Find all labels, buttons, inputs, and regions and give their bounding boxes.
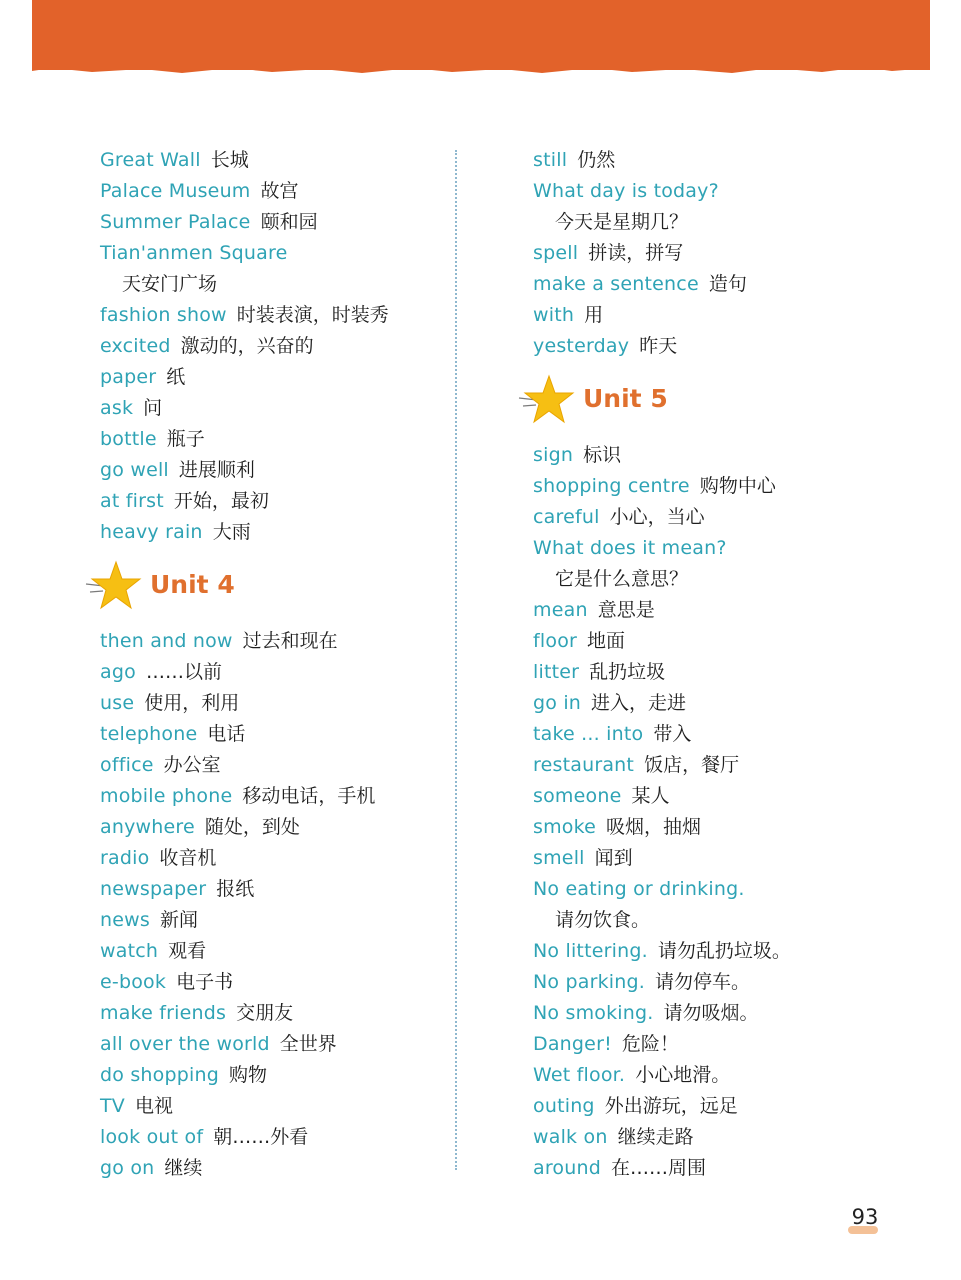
vocab-entry: [533, 238, 913, 269]
right-column: [533, 145, 913, 1184]
vocab-english: anywhere: [100, 816, 195, 838]
vocab-english: floor: [533, 630, 578, 652]
vocab-english: office: [100, 754, 154, 776]
vocab-entry: [533, 1122, 913, 1153]
vocab-english: mobile phone: [100, 785, 233, 807]
vocab-chinese: 继续: [164, 1157, 203, 1179]
vocab-english: fashion show: [100, 304, 227, 326]
vocab-english: telephone: [100, 723, 198, 745]
vocab-chinese: 饭店，餐厅: [644, 754, 740, 776]
vocab-chinese: 购物中心: [699, 475, 776, 497]
vocab-english: newspaper: [100, 878, 207, 900]
vocab-english: Palace Museum: [100, 180, 251, 202]
vocab-chinese: 电话: [207, 723, 246, 745]
vocab-english: ago: [100, 661, 136, 683]
vocab-entry: [533, 331, 913, 362]
vocab-english: smell: [533, 847, 585, 869]
vocab-chinese: 纸: [166, 366, 186, 388]
vocab-chinese: 在……周围: [611, 1157, 707, 1179]
vocab-entry: [533, 1153, 913, 1184]
vocab-chinese: 小心，当心: [609, 506, 705, 528]
vocab-chinese: 激动的，兴奋的: [180, 335, 314, 357]
vocab-entry: [100, 998, 440, 1029]
star-icon: [84, 558, 146, 618]
vocab-entry: [100, 750, 440, 781]
vocab-entry: [100, 424, 440, 455]
vocab-english: careful: [533, 506, 600, 528]
vocab-translation: 天安门广场: [122, 273, 218, 295]
vocab-chinese: 危险！: [621, 1033, 679, 1055]
vocab-entry: [533, 471, 913, 502]
vocab-chinese: 收音机: [159, 847, 217, 869]
vocab-english: No littering.: [533, 940, 648, 962]
vocab-english: make a sentence: [533, 273, 699, 295]
vocab-english: shopping centre: [533, 475, 690, 497]
vocab-chinese: 某人: [631, 785, 670, 807]
vocab-english: heavy rain: [100, 521, 203, 543]
vocab-english: Danger!: [533, 1033, 612, 1055]
vocab-english: someone: [533, 785, 622, 807]
vocab-english: paper: [100, 366, 157, 388]
vocab-chinese: 闻到: [594, 847, 633, 869]
vocab-chinese: 使用，利用: [144, 692, 240, 714]
vocab-chinese: 请勿停车。: [655, 971, 751, 993]
vocab-chinese: 观看: [168, 940, 207, 962]
vocab-english: Tian'anmen Square: [100, 242, 288, 264]
vocab-english: still: [533, 149, 568, 171]
vocab-chinese: 乱扔垃圾: [589, 661, 666, 683]
vocab-english: smoke: [533, 816, 597, 838]
vocab-entry: [533, 657, 913, 688]
vocab-entry: [533, 719, 913, 750]
vocab-entry: [100, 455, 440, 486]
vocab-entry: [533, 269, 913, 300]
vocab-entry: [100, 486, 440, 517]
vocab-entry: [100, 145, 440, 176]
vocab-english: go well: [100, 459, 169, 481]
vocab-english: Great Wall: [100, 149, 201, 171]
vocab-english: do shopping: [100, 1064, 219, 1086]
left-column: [100, 145, 440, 1184]
vocab-entry: [533, 595, 913, 626]
vocab-entry: [533, 812, 913, 843]
left-group-2: [100, 300, 440, 548]
vocab-chinese: 标识: [583, 444, 622, 466]
vocab-entry: [100, 238, 440, 269]
vocab-entry: [100, 1122, 440, 1153]
vocab-entry: [533, 967, 913, 998]
vocab-chinese: 随处，到处: [204, 816, 300, 838]
vocab-entry: [533, 936, 913, 967]
vocab-english: radio: [100, 847, 150, 869]
vocab-chinese: ……以前: [145, 661, 222, 683]
unit-5-heading: [533, 362, 913, 440]
vocab-english: watch: [100, 940, 159, 962]
vocab-entry: [533, 440, 913, 471]
vocab-chinese: 长城: [210, 149, 249, 171]
vocab-entry: [100, 1153, 440, 1184]
vocab-chinese: 移动电话，手机: [242, 785, 376, 807]
vocab-english: take ... into: [533, 723, 644, 745]
vocab-entry: [533, 843, 913, 874]
vocab-entry: [100, 626, 440, 657]
right-group-4: [533, 595, 913, 905]
vocab-chinese: 请勿吸烟。: [663, 1002, 759, 1024]
right-group-3: [533, 440, 913, 564]
vocab-translation: 今天是星期几？: [555, 211, 689, 233]
vocab-chinese: 意思是: [597, 599, 655, 621]
vocab-english: look out of: [100, 1126, 204, 1148]
vocab-chinese: 瓶子: [166, 428, 205, 450]
vocab-chinese: 仍然: [577, 149, 616, 171]
vocab-entry: [533, 750, 913, 781]
vocab-english: make friends: [100, 1002, 227, 1024]
vocab-english: go on: [100, 1157, 155, 1179]
vocab-chinese: 新闻: [159, 909, 198, 931]
vocab-english: news: [100, 909, 150, 931]
vocab-entry: [100, 300, 440, 331]
vocab-entry: [100, 1091, 440, 1122]
vocab-entry: [100, 176, 440, 207]
vocab-chinese: 交朋友: [236, 1002, 294, 1024]
vocab-chinese: 朝……外看: [213, 1126, 309, 1148]
vocab-entry: [533, 1060, 913, 1091]
vocab-english: sign: [533, 444, 574, 466]
vocab-entry: [533, 781, 913, 812]
vocab-entry: [100, 812, 440, 843]
vocab-chinese: 昨天: [639, 335, 678, 357]
vocab-english: litter: [533, 661, 580, 683]
vocab-entry: [100, 657, 440, 688]
vocab-chinese: 带入: [653, 723, 692, 745]
vocab-chinese: 报纸: [216, 878, 255, 900]
unit-5-title: Unit 5: [583, 384, 668, 413]
vocab-chinese: 开始，最初: [173, 490, 269, 512]
left-group-3: [100, 626, 440, 1184]
right-group-5: [533, 936, 913, 1184]
vocab-english: go in: [533, 692, 582, 714]
vocab-english: around: [533, 1157, 602, 1179]
vocab-chinese: 时装表演，时装秀: [236, 304, 389, 326]
vocab-chinese: 外出游玩，远足: [604, 1095, 738, 1117]
vocab-entry: [100, 688, 440, 719]
vocab-chinese: 电视: [135, 1095, 174, 1117]
vocab-chinese: 过去和现在: [242, 630, 338, 652]
vocab-entry: [533, 145, 913, 176]
vocab-entry: [100, 393, 440, 424]
left-group-1: [100, 145, 440, 269]
vocab-entry: [533, 176, 913, 207]
vocab-english: Wet floor.: [533, 1064, 626, 1086]
vocab-english: yesterday: [533, 335, 630, 357]
vocab-entry: [533, 626, 913, 657]
vocab-chinese: 办公室: [163, 754, 221, 776]
vocab-english: No eating or drinking.: [533, 878, 745, 900]
vocab-english: TV: [100, 1095, 126, 1117]
vocab-english: bottle: [100, 428, 157, 450]
vocab-english: at first: [100, 490, 164, 512]
vocab-entry: [100, 1060, 440, 1091]
right-group-1: [533, 145, 913, 207]
vocab-entry: [533, 998, 913, 1029]
vocab-entry: [100, 517, 440, 548]
vocab-chinese: 进展顺利: [178, 459, 255, 481]
vocab-english: What does it mean?: [533, 537, 727, 559]
vocab-english: e-book: [100, 971, 167, 993]
vocab-entry: [533, 1091, 913, 1122]
vocab-english: No parking.: [533, 971, 646, 993]
vocab-english: use: [100, 692, 135, 714]
vocab-entry: [100, 362, 440, 393]
vocab-chinese: 全世界: [279, 1033, 337, 1055]
header-band: [32, 0, 930, 70]
unit-4-heading: [100, 548, 440, 626]
vocab-entry: [100, 843, 440, 874]
vocab-english: spell: [533, 242, 579, 264]
vocab-entry: [100, 331, 440, 362]
vocab-chinese: 拼读，拼写: [588, 242, 684, 264]
vocab-entry: [100, 936, 440, 967]
unit-4-title: Unit 4: [150, 570, 235, 599]
vocab-entry: [100, 967, 440, 998]
vocab-chinese: 地面: [587, 630, 626, 652]
vocab-entry: [100, 781, 440, 812]
right-group-2: [533, 238, 913, 362]
page-number: 93: [851, 1205, 879, 1229]
vocab-chinese: 吸烟，抽烟: [606, 816, 702, 838]
vocab-english: excited: [100, 335, 171, 357]
vocab-english: No smoking.: [533, 1002, 654, 1024]
vocab-entry: [100, 874, 440, 905]
vocab-english: all over the world: [100, 1033, 270, 1055]
vocab-english: outing: [533, 1095, 595, 1117]
vocab-entry: [533, 688, 913, 719]
vocab-chinese: 购物: [229, 1064, 268, 1086]
vocab-chinese: 请勿乱扔垃圾。: [657, 940, 791, 962]
vocab-english: Summer Palace: [100, 211, 251, 233]
column-divider: [455, 150, 457, 1170]
vocab-entry: [533, 874, 913, 905]
vocab-entry: [100, 207, 440, 238]
vocab-chinese: 问: [143, 397, 163, 419]
vocab-chinese: 颐和园: [260, 211, 318, 233]
vocab-chinese: 造句: [708, 273, 747, 295]
vocab-entry: [100, 719, 440, 750]
vocab-translation: 请勿饮食。: [555, 909, 651, 931]
vocab-chinese: 电子书: [176, 971, 234, 993]
vocab-english: What day is today?: [533, 180, 719, 202]
vocab-chinese: 继续走路: [617, 1126, 694, 1148]
vocab-chinese: 用: [584, 304, 604, 326]
vocab-entry: [533, 300, 913, 331]
vocab-english: mean: [533, 599, 588, 621]
vocab-chinese: 小心地滑。: [635, 1064, 731, 1086]
vocab-english: with: [533, 304, 575, 326]
vocab-entry: [533, 502, 913, 533]
vocab-chinese: 故宫: [260, 180, 299, 202]
vocab-entry: [533, 1029, 913, 1060]
vocab-entry: [100, 905, 440, 936]
header-band-torn-edge: [32, 62, 930, 76]
vocab-chinese: 大雨: [212, 521, 251, 543]
vocab-english: restaurant: [533, 754, 635, 776]
vocab-english: then and now: [100, 630, 233, 652]
vocab-english: walk on: [533, 1126, 608, 1148]
vocab-translation: 它是什么意思？: [555, 568, 689, 590]
vocab-entry: [533, 533, 913, 564]
star-icon: [517, 372, 579, 432]
vocab-chinese: 进入，走进: [591, 692, 687, 714]
vocab-english: ask: [100, 397, 134, 419]
vocab-entry: [100, 1029, 440, 1060]
